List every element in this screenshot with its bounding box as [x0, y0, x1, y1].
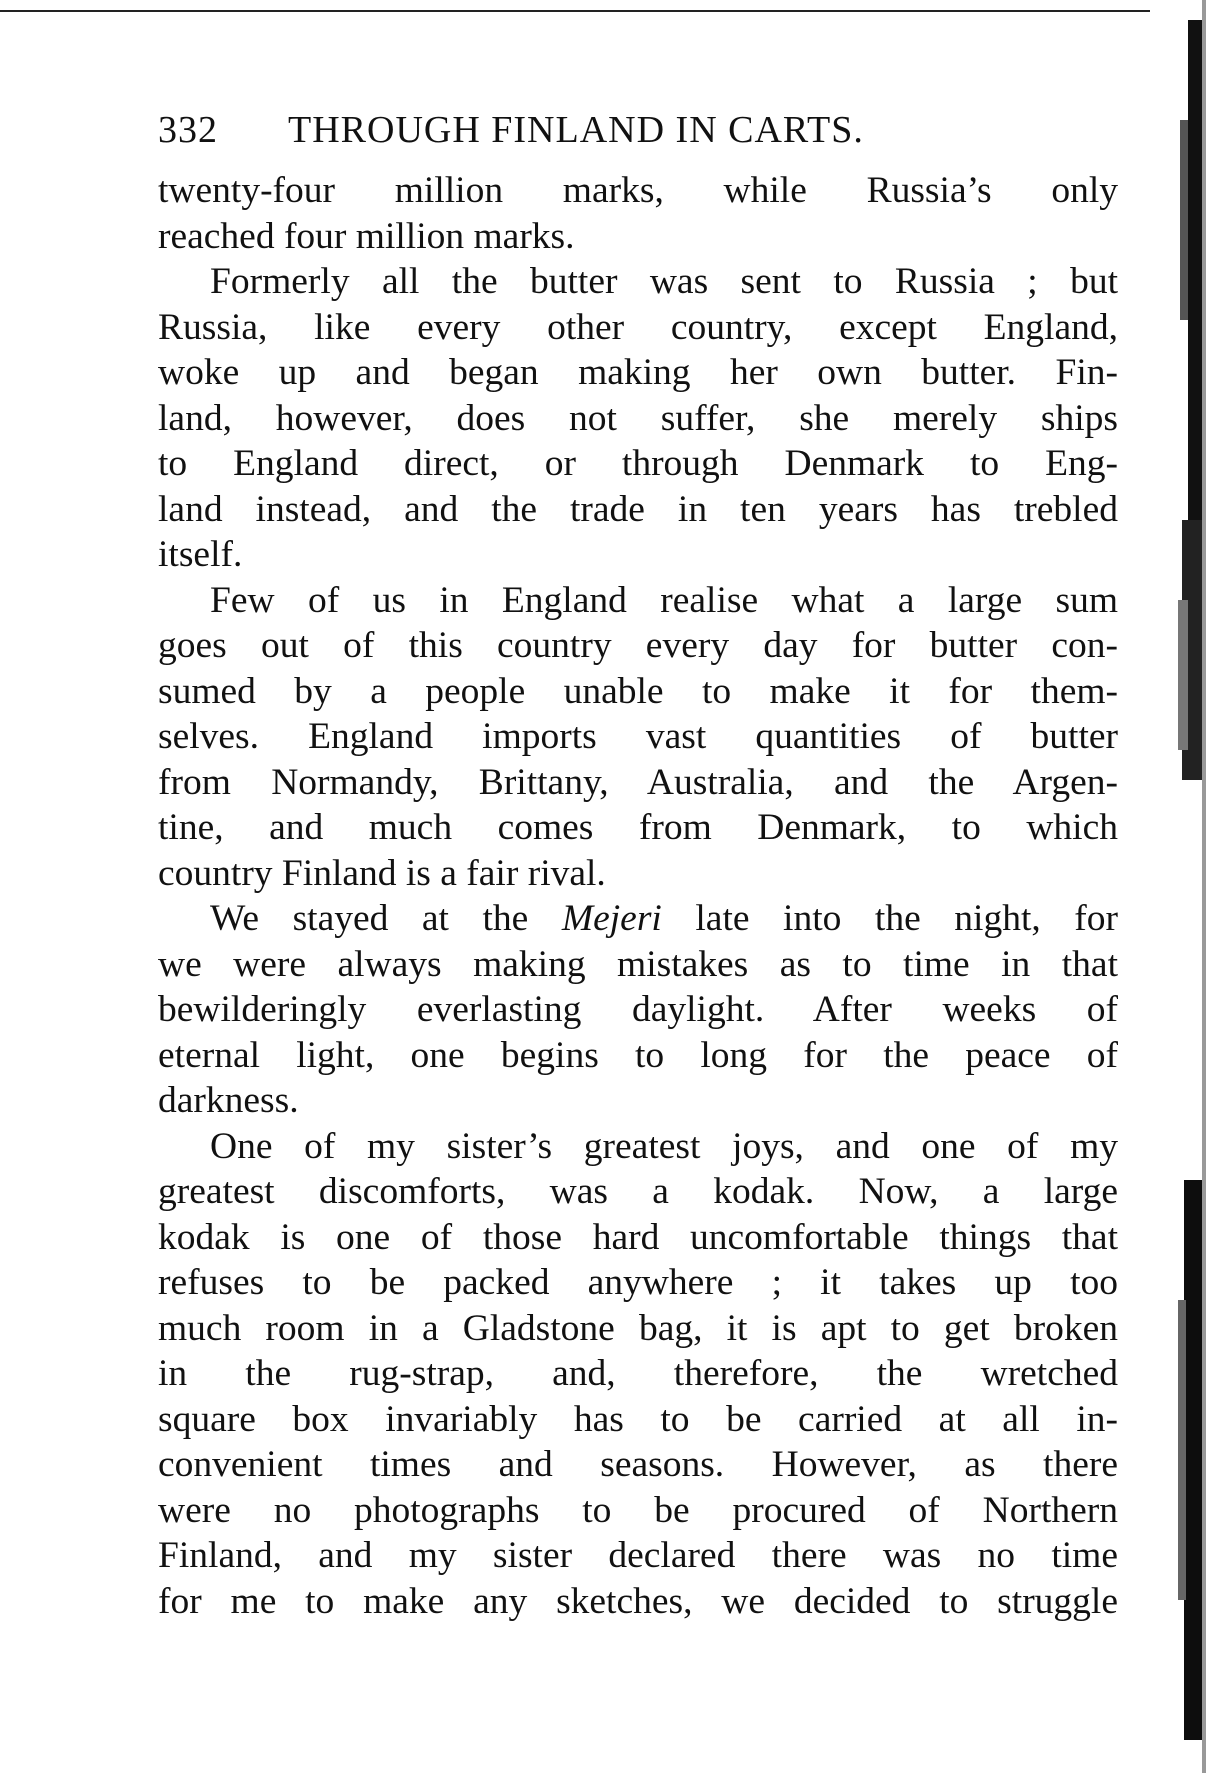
text-line: convenient times and seasons. However, as there	[158, 1444, 1118, 1485]
text-line: Formerly all the butter was sent to Russia ; but	[210, 261, 1118, 302]
text-line	[158, 896, 1118, 942]
running-head	[158, 108, 1118, 168]
book-page	[158, 108, 1118, 1624]
text-line: itself.	[158, 534, 243, 575]
text-line: Finland, and my sister declared there was no time	[158, 1535, 1118, 1576]
text-line: tine, and much comes from Denmark, to which	[158, 807, 1118, 848]
text-run: We stayed at the	[210, 898, 562, 939]
text-run: late into the night, for	[661, 898, 1118, 939]
text-line: darkness.	[158, 1080, 299, 1121]
page-number: 332	[158, 109, 218, 151]
paragraph-3	[158, 578, 1118, 897]
paragraph-2	[158, 259, 1118, 578]
text-line: to England direct, or through Denmark to Eng-	[158, 443, 1118, 484]
paragraph-5	[158, 1124, 1118, 1625]
text-line: Few of us in England realise what a large sum	[210, 579, 1118, 621]
text-line: woke up and began making her own butter. Fin-	[158, 352, 1118, 393]
paragraph-1	[158, 168, 1118, 259]
text-line: kodak is one of those hard uncomfortable things that	[158, 1216, 1118, 1258]
text-line: from Normandy, Brittany, Australia, and the Argen-	[158, 761, 1118, 803]
text-line: land, however, does not suffer, she merely ships	[158, 397, 1118, 439]
text-line: Russia, like every other country, except England,	[158, 306, 1118, 348]
book-spine-shadow	[1158, 0, 1220, 1773]
text-line: square box invariably has to be carried at all in-	[158, 1398, 1118, 1440]
text-line: we were always making mistakes as to time in that	[158, 943, 1118, 985]
text-line: were no photographs to be procured of Northern	[158, 1489, 1118, 1531]
text-line: One of my sister’s greatest joys, and one of my	[210, 1125, 1118, 1167]
running-title: THROUGH FINLAND IN CARTS.	[288, 109, 864, 151]
text-line: greatest discomforts, was a kodak. Now, a large	[158, 1171, 1118, 1212]
text-line: in the rug-strap, and, therefore, the wretched	[158, 1353, 1118, 1394]
text-line: goes out of this country every day for butter con-	[158, 625, 1118, 666]
body-text	[158, 168, 1118, 1624]
text-line: refuses to be packed anywhere ; it takes up too	[158, 1262, 1118, 1303]
text-line: selves. England imports vast quantities of butter	[158, 716, 1118, 757]
text-line: twenty-four million marks, while Russia’s only	[158, 170, 1118, 211]
text-line: for me to make any sketches, we decided to struggle	[158, 1580, 1118, 1622]
text-line: bewilderingly everlasting daylight. After weeks of	[158, 989, 1118, 1030]
text-line: eternal light, one begins to long for the peace of	[158, 1034, 1118, 1076]
text-line: sumed by a people unable to make it for them-	[158, 670, 1118, 712]
text-line: country Finland is a fair rival.	[158, 852, 606, 894]
text-line: land instead, and the trade in ten years has trebled	[158, 488, 1118, 530]
italic-term: Mejeri	[561, 898, 662, 939]
paragraph-4	[158, 896, 1118, 1124]
text-line: reached four million marks.	[158, 215, 575, 257]
top-rule	[0, 10, 1150, 12]
text-line: much room in a Gladstone bag, it is apt to get broken	[158, 1307, 1118, 1349]
